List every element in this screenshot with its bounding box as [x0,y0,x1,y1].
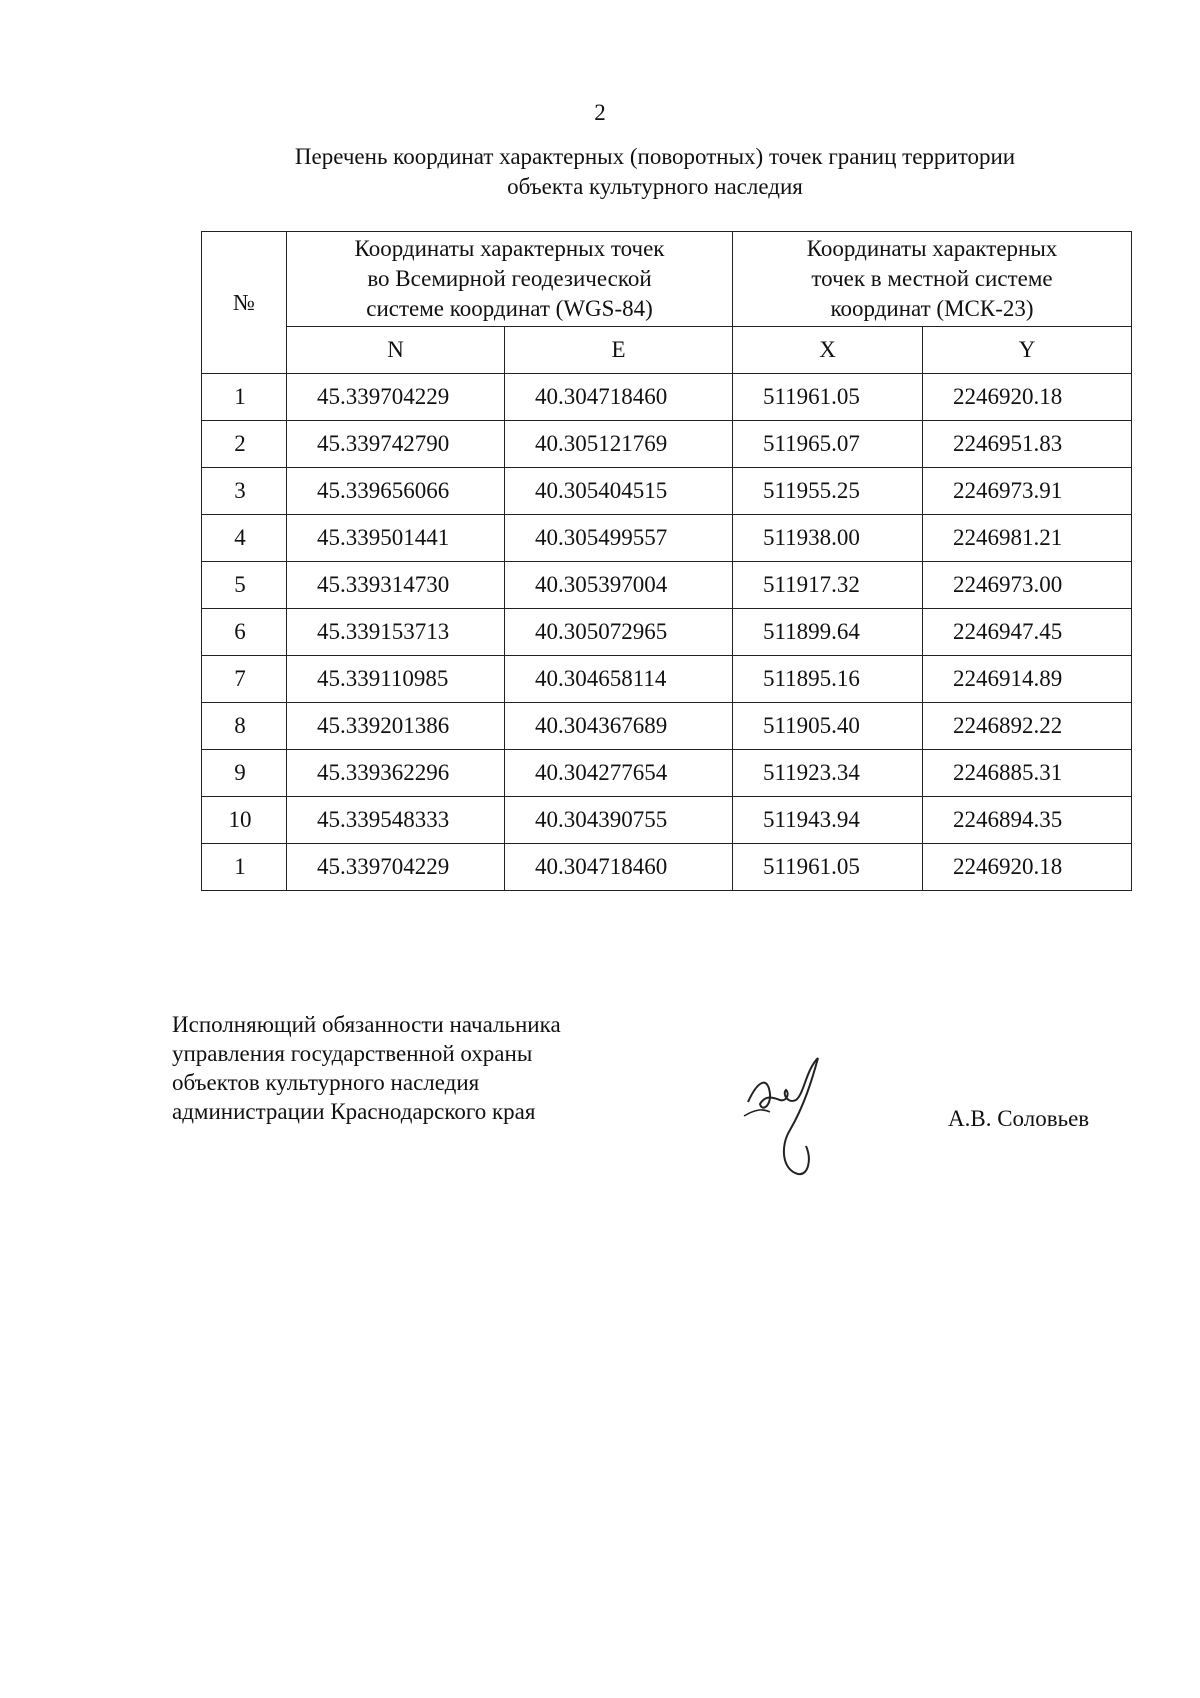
y-cell: 2246894.35 [923,797,1132,844]
y-cell: 2246920.18 [923,374,1132,421]
table-row [202,656,1132,703]
point-number: 2 [202,421,287,468]
x-cell: 511961.05 [733,844,923,891]
x-cell: 511895.16 [733,656,923,703]
latitude-cell: 45.339548333 [287,797,505,844]
longitude-cell: 40.305404515 [505,468,733,515]
point-number: 10 [202,797,287,844]
handwritten-signature-icon [740,1050,850,1180]
point-number: 1 [202,844,287,891]
table-row [202,797,1132,844]
header-x: X [733,327,923,374]
x-cell: 511938.00 [733,515,923,562]
table-row [202,562,1132,609]
y-cell: 2246914.89 [923,656,1132,703]
latitude-cell: 45.339704229 [287,374,505,421]
table-row [202,374,1132,421]
y-cell: 2246981.21 [923,515,1132,562]
table-row [202,750,1132,797]
point-number: 6 [202,609,287,656]
header-n: N [287,327,505,374]
latitude-cell: 45.339153713 [287,609,505,656]
y-cell: 2246951.83 [923,421,1132,468]
table-row [202,515,1132,562]
table-row [202,421,1132,468]
latitude-cell: 45.339314730 [287,562,505,609]
latitude-cell: 45.339742790 [287,421,505,468]
latitude-cell: 45.339656066 [287,468,505,515]
latitude-cell: 45.339501441 [287,515,505,562]
header-msk23-line: точек в местной системе [811,266,1053,291]
header-msk23-line: координат (МСК-23) [830,296,1034,321]
longitude-cell: 40.305499557 [505,515,733,562]
header-wgs84-group [287,232,733,327]
longitude-cell: 40.304718460 [505,374,733,421]
longitude-cell: 40.305397004 [505,562,733,609]
x-cell: 511955.25 [733,468,923,515]
x-cell: 511943.94 [733,797,923,844]
header-number: № [202,232,287,374]
title-line-1: Перечень координат характерных (поворотных) точек границ территории [294,144,1016,169]
x-cell: 511905.40 [733,703,923,750]
longitude-cell: 40.304718460 [505,844,733,891]
x-cell: 511965.07 [733,421,923,468]
position-line: объектов культурного наследия [172,1070,480,1095]
header-msk23-group [733,232,1132,327]
header-wgs84-line: Координаты характерных точек [354,236,665,261]
point-number: 7 [202,656,287,703]
longitude-cell: 40.304658114 [505,656,733,703]
latitude-cell: 45.339704229 [287,844,505,891]
longitude-cell: 40.304367689 [505,703,733,750]
position-line: администрации Краснодарского края [172,1099,536,1124]
x-cell: 511917.32 [733,562,923,609]
title-line-2: объекта культурного наследия [507,174,803,199]
header-e: E [505,327,733,374]
x-cell: 511961.05 [733,374,923,421]
y-cell: 2246973.00 [923,562,1132,609]
header-y: Y [923,327,1132,374]
header-wgs84-line: во Всемирной геодезической [367,266,652,291]
y-cell: 2246892.22 [923,703,1132,750]
signatory-position [172,1010,692,1126]
longitude-cell: 40.305121769 [505,421,733,468]
longitude-cell: 40.304277654 [505,750,733,797]
document-title [150,142,1160,202]
latitude-cell: 45.339362296 [287,750,505,797]
position-line: Исполняющий обязанности начальника [172,1012,561,1037]
latitude-cell: 45.339201386 [287,703,505,750]
coordinates-table [201,231,1132,891]
header-wgs84-line: системе координат (WGS-84) [366,296,653,321]
page-number: 2 [594,100,606,125]
table-row [202,468,1132,515]
point-number: 3 [202,468,287,515]
point-number: 9 [202,750,287,797]
position-line: управления государственной охраны [172,1041,533,1066]
point-number: 5 [202,562,287,609]
signer-name: А.В. Соловьев [948,1106,1090,1131]
point-number: 4 [202,515,287,562]
latitude-cell: 45.339110985 [287,656,505,703]
y-cell: 2246973.91 [923,468,1132,515]
table-row [202,844,1132,891]
x-cell: 511923.34 [733,750,923,797]
longitude-cell: 40.304390755 [505,797,733,844]
table-row [202,609,1132,656]
longitude-cell: 40.305072965 [505,609,733,656]
y-cell: 2246920.18 [923,844,1132,891]
table-row [202,703,1132,750]
header-msk23-line: Координаты характерных [806,236,1058,261]
y-cell: 2246885.31 [923,750,1132,797]
y-cell: 2246947.45 [923,609,1132,656]
x-cell: 511899.64 [733,609,923,656]
point-number: 1 [202,374,287,421]
point-number: 8 [202,703,287,750]
